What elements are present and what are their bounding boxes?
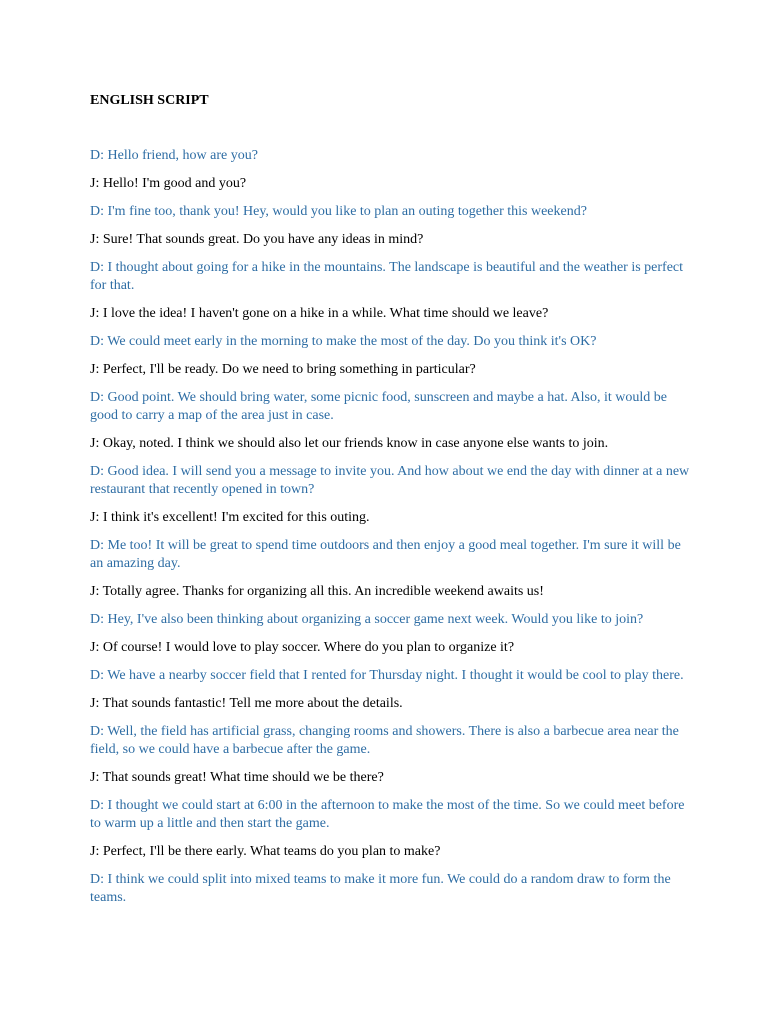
dialogue-line-j: J: Sure! That sounds great. Do you have any ideas in mind? [90, 232, 424, 247]
dialogue-line-d: D: We could meet early in the morning to make the most of the day. Do you think it's OK? [90, 334, 597, 349]
dialogue-line-j: J: Perfect, I'll be there early. What teams do you plan to make? [90, 844, 441, 859]
dialogue-line-d: D: Me too! It will be great to spend time outdoors and then enjoy a good meal together. I'm sure it will be an amazing day. [90, 538, 681, 571]
dialogue-line-d: D: Hey, I've also been thinking about organizing a soccer game next week. Would you like to join? [90, 612, 644, 627]
dialogue-line-d: D: I'm fine too, thank you! Hey, would you like to plan an outing together this weekend? [90, 204, 587, 219]
dialogue-line-j: J: Totally agree. Thanks for organizing all this. An incredible weekend awaits us! [90, 584, 544, 599]
dialogue-line-d: D: Hello friend, how are you? [90, 148, 258, 163]
dialogue-line-j: J: Perfect, I'll be ready. Do we need to bring something in particular? [90, 362, 476, 377]
dialogue-line-d: D: I thought we could start at 6:00 in the afternoon to make the most of the time. So we could meet before to warm up a little and then start the game. [90, 798, 685, 831]
document-page [90, 92, 690, 917]
dialogue-line-d: D: I think we could split into mixed teams to make it more fun. We could do a random draw to form the teams. [90, 872, 671, 905]
dialogue-line-d: D: Good idea. I will send you a message to invite you. And how about we end the day with dinner at a new restaurant that recently opened in town? [90, 464, 690, 497]
dialogue-line-d: D: Good point. We should bring water, some picnic food, sunscreen and maybe a hat. Also, it would be good to carry a map of the area just in case. [90, 390, 668, 423]
dialogue-line-j: J: I love the idea! I haven't gone on a hike in a while. What time should we leave? [90, 306, 549, 321]
dialogue-line-j: J: Hello! I'm good and you? [90, 176, 247, 191]
dialogue-line-d: D: Well, the field has artificial grass, changing rooms and showers. There is also a barbecue area near the field, so we could have a barbecue after the game. [90, 724, 679, 757]
dialogue-line-j: J: That sounds great! What time should we be there? [90, 770, 384, 785]
dialogue-line-j: J: Of course! I would love to play soccer. Where do you plan to organize it? [90, 640, 515, 655]
dialogue-line-j: J: Okay, noted. I think we should also let our friends know in case anyone else wants to join. [90, 436, 609, 451]
dialogue-line-j: J: I think it's excellent! I'm excited for this outing. [90, 510, 370, 525]
dialogue-line-d: D: We have a nearby soccer field that I rented for Thursday night. I thought it would be cool to play there. [90, 668, 684, 683]
dialogue-script [90, 147, 690, 907]
dialogue-line-j: J: That sounds fantastic! Tell me more about the details. [90, 696, 403, 711]
document-title: ENGLISH SCRIPT [90, 93, 209, 108]
dialogue-line-d: D: I thought about going for a hike in the mountains. The landscape is beautiful and the weather is perfect for that. [90, 260, 684, 293]
